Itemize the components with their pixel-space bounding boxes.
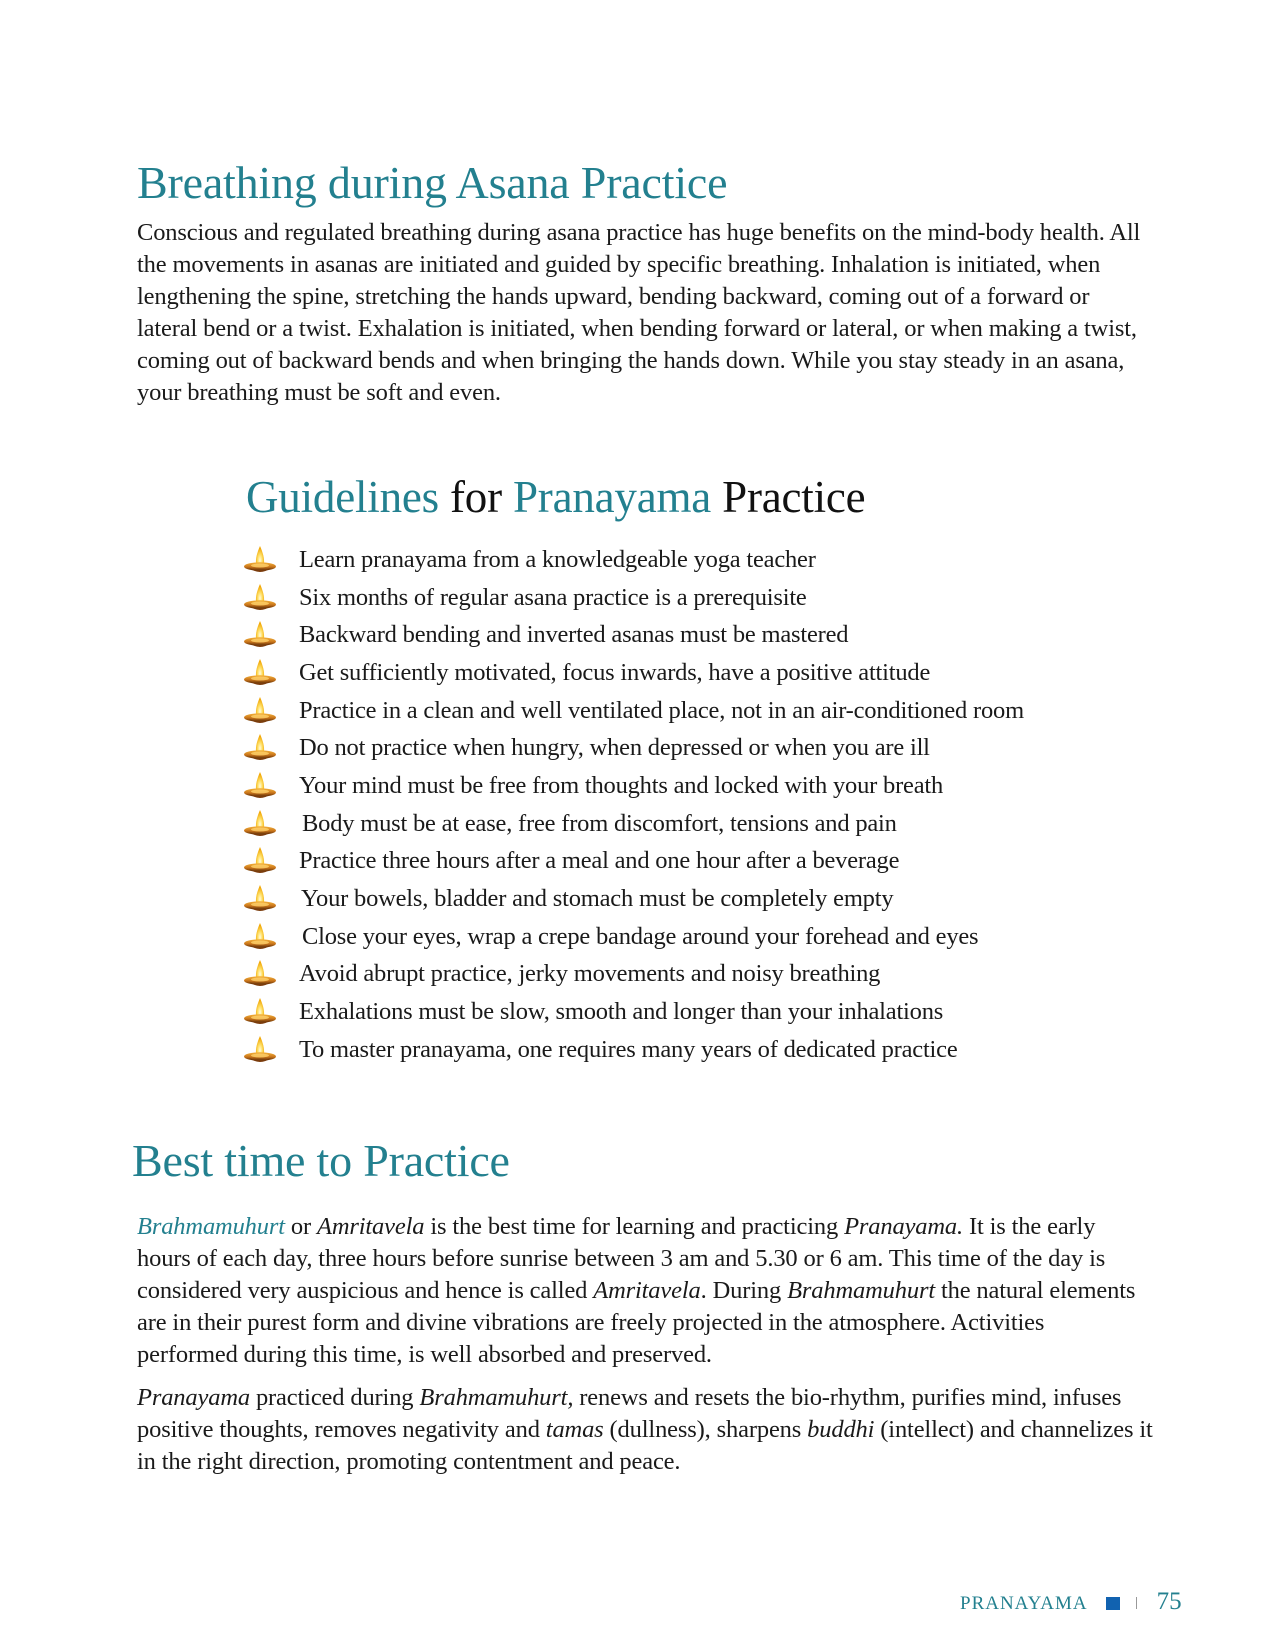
diya-lamp-icon <box>243 959 277 989</box>
term-brahmamuhurt: Brahmamuhurt, <box>419 1384 574 1411</box>
best-time-paragraph-2: Pranayama practiced during Brahmamuhurt, renews and resets the bio-rhythm, purifies mind, infuses positive thoughts, removes negativity and tamas (dullness), sharpens buddhi (intellect) and channelizes it in the right direction, promoting contentment and peace. <box>137 1384 1153 1475</box>
list-item: Do not practice when hungry, when depressed or when you are ill <box>243 729 1024 767</box>
diya-lamp-icon <box>243 771 277 801</box>
diya-lamp-icon <box>243 583 277 613</box>
title-word-pranayama: Pranayama <box>512 472 712 522</box>
list-item: Body must be at ease, free from discomfort, tensions and pain <box>243 805 1024 843</box>
list-item: Your mind must be free from thoughts and locked with your breath <box>243 767 1024 805</box>
list-item: Exhalations must be slow, smooth and longer than your inhalations <box>243 993 1024 1031</box>
term-brahmamuhurt: Brahmamuhurt <box>787 1277 935 1304</box>
diya-lamp-icon <box>243 696 277 726</box>
section-title-guidelines <box>246 472 866 522</box>
running-footer-section: PRANAYAMA <box>960 1593 1088 1614</box>
term-brahmamuhurt: Brahmamuhurt <box>137 1213 285 1240</box>
list-item: Your bowels, bladder and stomach must be completely empty <box>243 880 1024 918</box>
page-footer <box>960 1588 1182 1616</box>
diya-lamp-icon <box>243 922 277 952</box>
title-word-for: for <box>438 472 513 522</box>
diya-lamp-icon <box>243 997 277 1027</box>
list-item: Backward bending and inverted asanas must be mastered <box>243 616 1024 654</box>
diya-lamp-icon <box>243 733 277 763</box>
breathing-paragraph: Conscious and regulated breathing during asana practice has huge benefits on the mind-body health. All the movements in asanas are initiated and guided by specific breathing. Inhalation is initiated, when lengthening the spine, stretching the hands upward, bending backward, coming out of a forward or lateral bend or a twist. Exhalation is initiated, when bending forward or lateral, or when making a twist, coming out of backward bends and when bringing the hands down. While you stay steady in an asana, your breathing must be soft and even. <box>137 219 1141 406</box>
diya-lamp-icon <box>243 658 277 688</box>
list-item: Practice in a clean and well ventilated place, not in an air-conditioned room <box>243 692 1024 730</box>
term-amritavela: Amritavela <box>593 1277 701 1304</box>
term-pranayama: Pranayama <box>137 1384 250 1411</box>
list-item: Six months of regular asana practice is a prerequisite <box>243 579 1024 617</box>
term-buddhi: buddhi <box>807 1416 875 1443</box>
guidelines-list <box>243 541 1024 1069</box>
diya-lamp-icon <box>243 545 277 575</box>
list-item: Get sufficiently motivated, focus inwards, have a positive attitude <box>243 654 1024 692</box>
footer-divider <box>1136 1597 1137 1609</box>
list-item: Practice three hours after a meal and one hour after a beverage <box>243 843 1024 881</box>
term-amritavela: Amritavela <box>317 1213 425 1240</box>
diya-lamp-icon <box>243 846 277 876</box>
list-item: To master pranayama, one requires many years of dedicated practice <box>243 1031 1024 1069</box>
title-word-practice: Practice <box>711 472 866 522</box>
diya-lamp-icon <box>243 884 277 914</box>
square-marker-icon <box>1106 1597 1120 1610</box>
title-word-guidelines: Guidelines <box>246 472 439 522</box>
term-pranayama: Pranayama. <box>844 1213 964 1240</box>
best-time-paragraph-1: Brahmamuhurt or Amritavela is the best time for learning and practicing Pranayama. It is the early hours of each day, three hours before sunrise between 3 am and 5.30 or 6 am. This time of the day is considered very auspicious and hence is called Amritavela. During Brahmamuhurt the natural elements are in their purest form and divine vibrations are freely projected in the atmosphere. Activities performed during this time, is well absorbed and preserved. <box>137 1213 1136 1368</box>
term-tamas: tamas <box>545 1416 604 1443</box>
section-title-best-time: Best time to Practice <box>132 1135 510 1186</box>
diya-lamp-icon <box>243 620 277 650</box>
diya-lamp-icon <box>243 1035 277 1065</box>
diya-lamp-icon <box>243 809 277 839</box>
section-title-breathing: Breathing during Asana Practice <box>137 157 728 208</box>
list-item: Close your eyes, wrap a crepe bandage around your forehead and eyes <box>243 918 1024 956</box>
page-number: 75 <box>1156 1588 1182 1615</box>
list-item: Avoid abrupt practice, jerky movements and noisy breathing <box>243 956 1024 994</box>
list-item: Learn pranayama from a knowledgeable yoga teacher <box>243 541 1024 579</box>
